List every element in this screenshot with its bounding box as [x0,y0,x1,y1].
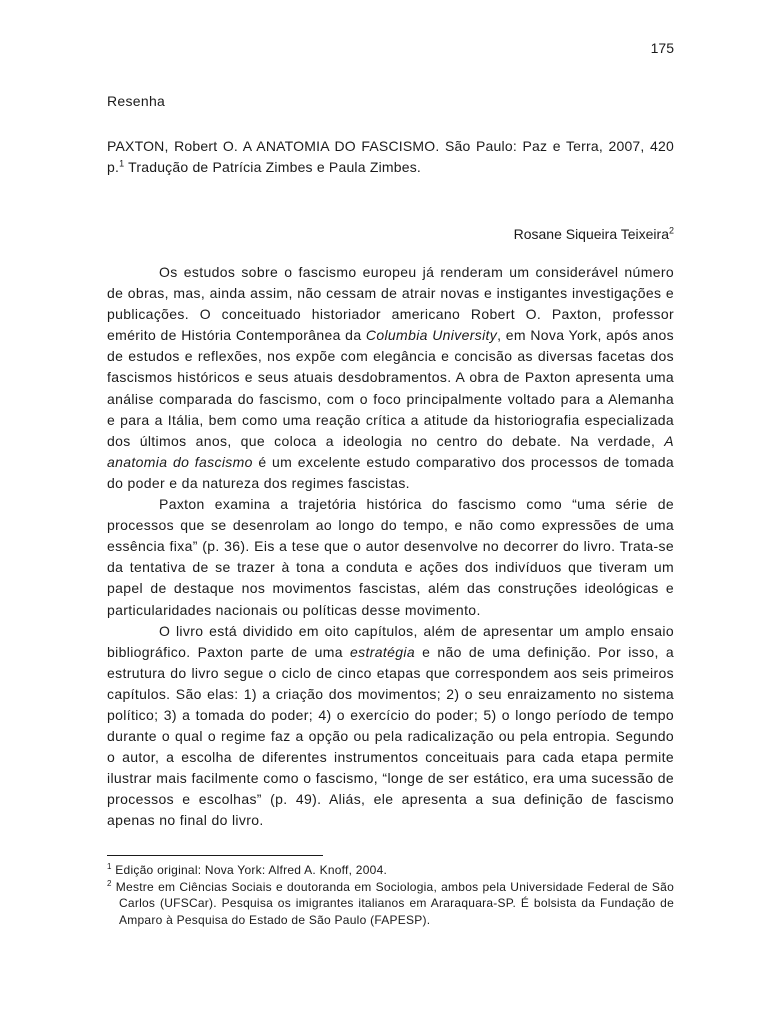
paragraph-3 [107,621,674,832]
reference-line: PAXTON, Robert O. A ANATOMIA DO FASCISMO. São Paulo: Paz e Terra, 2007, 420 p. [107,138,674,175]
review-author [514,226,674,242]
paragraph-1-text-c: é um excelente estudo comparativo dos processos de tomada do poder e da natureza dos regimes fascistas. [107,453,674,491]
footnote-2-mark: 2 [107,878,112,888]
footnote-1-mark: 1 [107,862,112,871]
footnote-2-text: Mestre em Ciências Sociais e doutoranda em Sociologia, ambos pela Universidade Federal de São Carlos (UFSCar). Pesquisa os imigrantes italianos em Araraquara-SP. É bolsista da Fundação de Amparo à Pesquisa do Estado de São Paulo (FAPESP). [111,879,674,927]
paragraph-3-text-a: O livro está dividido em oito capítulos, além de apresentar um amplo ensaio bibliográfico. Paxton parte de uma [107,622,674,660]
footnotes [107,862,674,928]
review-body [107,262,674,832]
paragraph-2: Paxton examina a trajetória histórica do fascismo como “uma série de processos que se desenrolam ao longo do tempo, e não como expressões de uma essência fixa” (p. 36). Eis a tese que o autor desenvolve no decorrer do livro. Trata-se da tentativa de se trazer à tona a conduta e ações dos indivíduos que tiveram um papel de destaque nos movimentos fascistas, além das construções ideológicas e particularidades nacionais ou políticas desse movimento. [107,496,674,618]
author-name: Rosane Siqueira Teixeira [513,226,669,242]
section-label: Resenha [107,93,166,109]
paragraph-1-text-b: , em Nova York, após anos de estudos e reflexões, nos expõe com elegância e concisão as diversas facetas dos fascismos históricos e seus atuais desdobramentos. A obra de Paxton apresenta uma análise comparada do fascismo, com o foco principalmente voltado para a Alemanha e para a Itália, bem como uma reação crítica a atitude da historiografia especializada dos últimos anos, que coloca a ideologia no centro do debate. Na verdade, [107,327,674,449]
paragraph-1 [107,262,674,494]
page-number: 175 [650,40,674,56]
paragraph-3-emphasis: estratégia [350,643,415,660]
footnote-divider [107,855,323,856]
paragraph-1-emphasis-b: A anatomia do fascismo [107,432,674,470]
bibliographic-reference [107,136,674,178]
footnote-ref-1[interactable]: 1 [119,158,125,169]
footnote-1-text: Edição original: Nova York: Alfred A. Knoff, 2004. [111,863,388,877]
paragraph-1-emphasis-a: Columbia University [365,327,498,344]
footnote-2 [107,879,674,929]
paragraph-1-text-a: Os estudos sobre o fascismo europeu já renderam um considerável número de obras, mas, ainda assim, não cessam de atrair novas e instigantes investigações e publicações. O conceituado historiador americano Robert O. Paxton, professor emérito de História Contemporânea da [107,264,674,344]
footnote-ref-2[interactable]: 2 [668,225,674,236]
footnote-1 [107,862,674,879]
reference-translation: Tradução de Patrícia Zimbes e Paula Zimbes. [124,159,422,175]
paragraph-3-text-b: e não de uma definição. Por isso, a estrutura do livro segue o ciclo de cinco etapas que correspondem aos seis primeiros capítulos. São elas: 1) a criação dos movimentos; 2) o seu enraizamento no sistema político; 3) a tomada do poder; 4) o exercício do poder; 5) o longo período de tempo durante o qual o regime faz a opção ou pela radicalização ou pela entropia. Segundo o autor, a escolha de diferentes instrumentos conceituais para cada etapa permite ilustrar mais facilmente como o fascismo, “longe de ser estático, era uma sucessão de processos e escolhas” (p. 49). Aliás, ele apresenta a sua definição de fascismo apenas no final do livro. [107,643,674,829]
